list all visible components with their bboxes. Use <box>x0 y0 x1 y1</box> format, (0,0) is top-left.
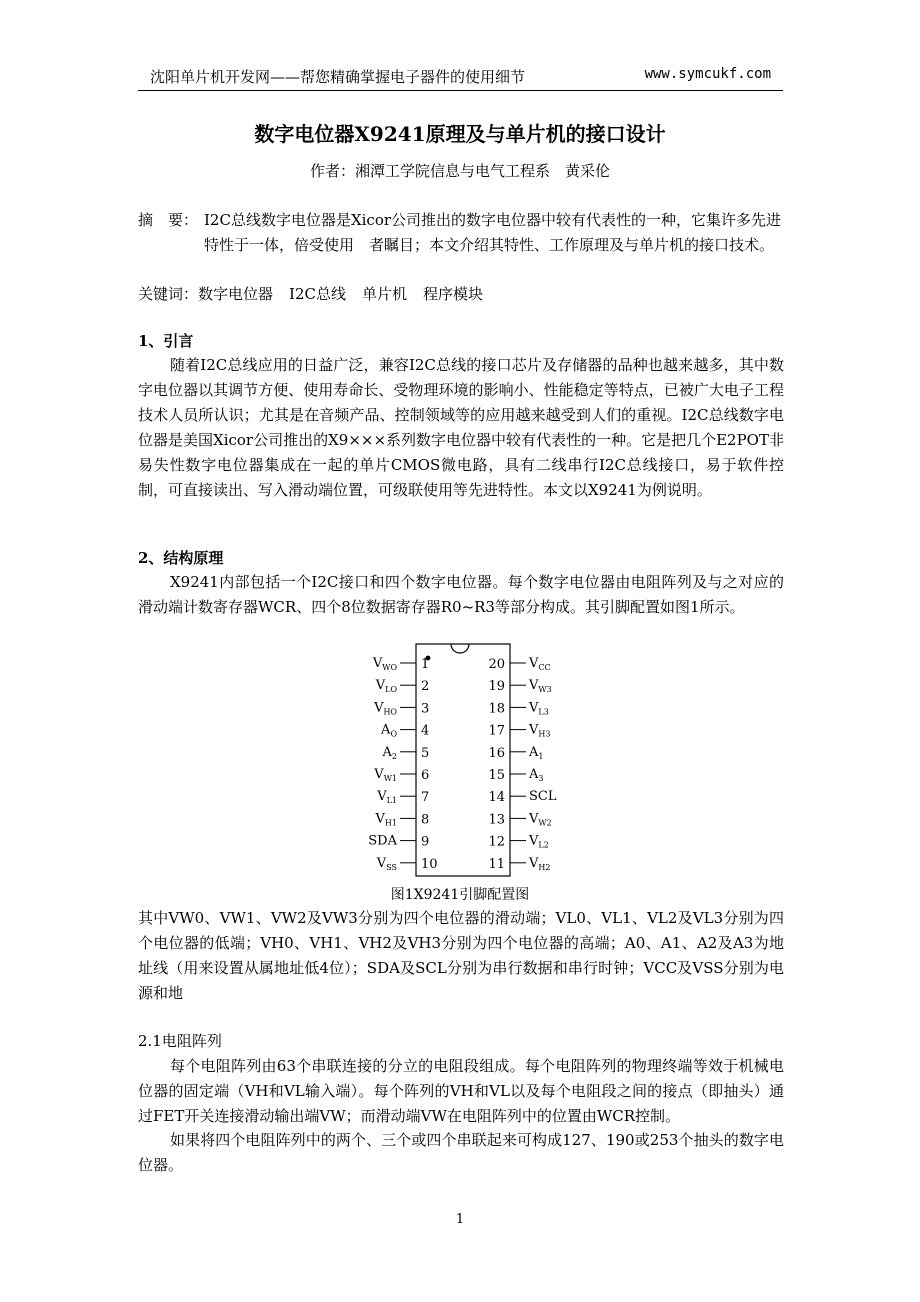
keyword-item: 数字电位器 <box>198 285 274 303</box>
pin-number: 18 <box>488 701 505 717</box>
pin-label: $V_{H2}$ <box>529 855 551 872</box>
pin-label: SCL <box>529 789 557 805</box>
pin-number: 20 <box>488 657 505 672</box>
pin-label: $A_O$ <box>381 722 397 739</box>
pin-number: 8 <box>421 812 430 828</box>
pin-label: $V_{WO}$ <box>372 656 397 672</box>
pin-number: 16 <box>488 745 505 761</box>
page-number: 1 <box>455 1212 465 1227</box>
pin-label: $A_1$ <box>529 744 544 761</box>
pin-description-paragraph: 其中VW0、VW1、VW2及VW3分别为四个电位器的滑动端；VL0、VL1、VL2及VL3分别为四个电位器的低端；VH0、VH1、VH2及VH3分别为四个电位器的高端；A0、A1、A2及A3为地址线（用来设置从属地址低4位）；SDA及SCL分别为串行数据和串行时钟；VCC及VSS分别为电源和地 <box>138 909 784 1002</box>
keyword-item: 程序模块 <box>423 285 484 303</box>
intro-paragraph: 随着I2C总线应用的日益广泛，兼容I2C总线的接口芯片及存储器的品种也越来越多，其中数字电位器以其调节方便、使用寿命长、受物理环境的影响小、性能稳定等特点，已被广大电子工程技术人员所认识；尤其是在音频产品、控制领域等的应用越来越受到人们的重视。I2C总线数字电位器是美国Xicor公司推出的X9×××系列数字电位器中较有代表性的一种。它是把几个E2POT非易失性数字电位器集成在一起的单片CMOS微电路，具有二线串行I2C总线接口，易于软件控制，可直接读出、写入滑动端位置，可级联使用等先进特性。本文以X9241为例说明。 <box>138 356 784 499</box>
pin-number: 2 <box>421 679 430 695</box>
pin-label: $V_{W2}$ <box>529 811 552 828</box>
pin-number: 10 <box>421 856 438 872</box>
header-url[interactable]: www.symcukf.com <box>644 66 771 82</box>
pin-number: 4 <box>421 723 430 739</box>
page-header <box>138 62 783 91</box>
resistor-array-paragraph-2: 如果将四个电阻阵列中的两个、三个或四个串联起来可构成127、190或253个抽头的数字电位器。 <box>138 1131 784 1174</box>
section-heading-structure: 2、结构原理 <box>138 549 224 567</box>
pin-number: 5 <box>421 745 430 761</box>
pin-label: $V_{H3}$ <box>529 722 551 739</box>
keywords-line <box>138 282 499 307</box>
section-heading-intro: 1、引言 <box>138 332 194 350</box>
pin-label: $V_{W3}$ <box>529 678 552 695</box>
pin-number: 14 <box>488 790 505 806</box>
pin-number: 17 <box>488 723 505 739</box>
pin-label: $V_{W1}$ <box>374 767 397 783</box>
pin-label: $V_{LO}$ <box>375 678 397 695</box>
pin-label: $V_{L1}$ <box>377 789 397 806</box>
pin-number: 12 <box>488 834 505 850</box>
pin-label: $V_{HO}$ <box>374 700 397 717</box>
pin-label: $V_{L2}$ <box>529 833 549 850</box>
pin-number: 7 <box>421 790 430 806</box>
pinout-diagram <box>360 640 560 880</box>
pin-number: 1 <box>421 657 430 672</box>
figure-caption: 图1X9241引脚配置图 <box>390 887 530 903</box>
pin-number: 9 <box>421 834 430 850</box>
keyword-item: I2C总线 <box>289 285 346 303</box>
pin-label: $V_{CC}$ <box>529 656 551 672</box>
pin-label: $V_{L3}$ <box>529 700 549 717</box>
pin-label: $V_{H1}$ <box>375 811 397 828</box>
subsection-heading-resistor-array: 2.1电阻阵列 <box>138 1032 222 1050</box>
resistor-array-paragraph: 每个电阻阵列由63个串联连接的分立的电阻段组成。每个电阻阵列的物理终端等效于机械电位器的固定端（VH和VL输入端）。每个阵列的VH和VL以及每个电阻段之间的接点（即抽头）通过FET开关连接滑动输出端VW；而滑动端VW在电阻阵列中的位置由WCR控制。 <box>138 1057 784 1125</box>
pin-number: 3 <box>421 701 430 717</box>
author-line: 作者：湘潭工学院信息与电气工程系 黄采伦 <box>309 162 610 180</box>
pin-number: 15 <box>488 768 505 783</box>
pin-number: 6 <box>421 768 430 783</box>
pin-label: $V_{SS}$ <box>376 855 397 872</box>
pin-label: $A_2$ <box>382 744 397 761</box>
chip-notch <box>451 644 469 653</box>
keywords-label: 关键词： <box>138 285 199 303</box>
header-site-title: 沈阳单片机开发网——帮您精确掌握电子器件的使用细节 <box>150 68 526 86</box>
pin-number: 19 <box>488 679 505 695</box>
pin-label: SDA <box>368 833 397 849</box>
abstract-text: I2C总线数字电位器是Xicor公司推出的数字电位器中较有代表性的一种，它集许多先进特性于一体，倍受使用 者瞩目；本文介绍其特性、工作原理及与单片机的接口技术。 <box>204 211 782 254</box>
document-title: 数字电位器X9241原理及与单片机的接口设计 <box>254 122 666 146</box>
structure-paragraph: X9241内部包括一个I2C接口和四个数字电位器。每个数字电位器由电阻阵列及与之对应的滑动端计数寄存器WCR、四个8位数据寄存器R0~R3等部分构成。其引脚配置如图1所示。 <box>138 573 784 616</box>
pin-number: 13 <box>488 812 505 828</box>
pin-label: $A_3$ <box>529 767 544 783</box>
keyword-item: 单片机 <box>361 285 407 303</box>
abstract-label: 摘 要： <box>138 211 199 229</box>
pin-number: 11 <box>488 856 505 872</box>
